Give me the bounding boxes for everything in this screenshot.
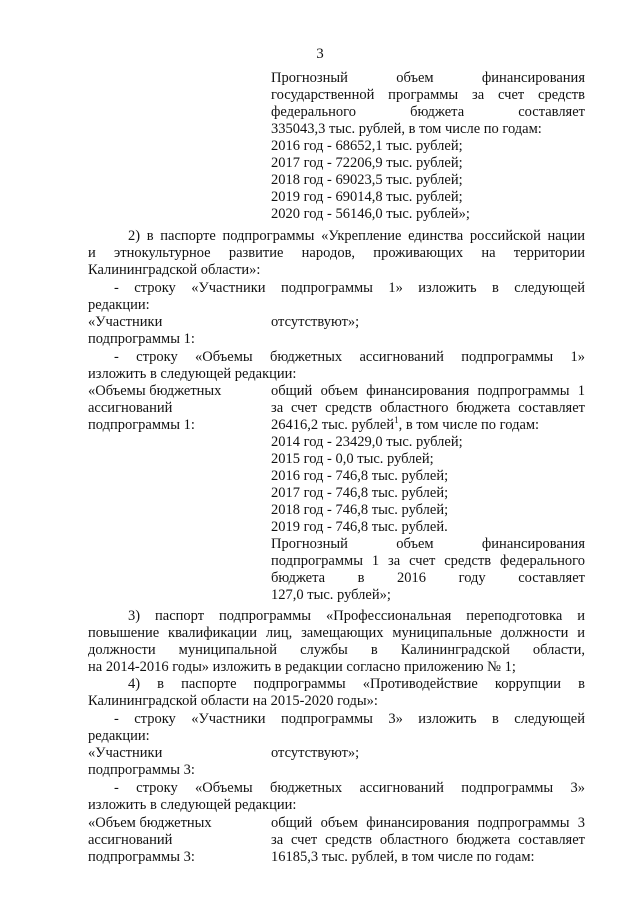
item2-volumes-label: подпрограммы 1:	[88, 417, 195, 433]
item4-volumes-label: «Объем бюджетных	[88, 815, 212, 831]
item2-year-line: 2018 год - 746,8 тыс. рублей;	[271, 502, 449, 518]
item2-year-line: 2016 год - 746,8 тыс. рублей;	[271, 468, 449, 484]
block1-year-line: 2017 год - 72206,9 тыс. рублей;	[271, 155, 463, 171]
item2-participants-label: подпрограммы 1:	[88, 331, 195, 347]
item4-volumes-value: за счет средств областного бюджета составляет	[271, 832, 585, 848]
block1-line: федерального бюджета составляет	[271, 104, 585, 120]
item4-paragraph-line: редакции:	[88, 728, 150, 744]
item4-volumes-label: ассигнований	[88, 832, 173, 848]
item2-federal-line: Прогнозный объем финансирования	[271, 536, 585, 552]
page-number: 3	[316, 46, 324, 62]
item2-volumes-value: общий объем финансирования подпрограммы 1	[271, 383, 585, 399]
item2-participants-label: «Участники	[88, 314, 163, 330]
item2-year-line: 2019 год - 746,8 тыс. рублей.	[271, 519, 448, 535]
item2-volumes-intro: - строку «Объемы бюджетных ассигнований подпрограммы 1»	[114, 349, 585, 365]
item2-year-line: 2015 год - 0,0 тыс. рублей;	[271, 451, 434, 467]
block1-line: 335043,3 тыс. рублей, в том числе по годам:	[271, 121, 542, 137]
item4-paragraph-line: Калининградской области на 2015-2020 годы»:	[88, 693, 378, 709]
block1-line: Прогнозный объем финансирования	[271, 70, 585, 86]
item2-federal-line: 127,0 тыс. рублей»;	[271, 587, 391, 603]
item4-participants-label: «Участники	[88, 745, 163, 761]
item4-participants-label: подпрограммы 3:	[88, 762, 195, 778]
block1-year-line: 2019 год - 69014,8 тыс. рублей;	[271, 189, 463, 205]
item4-volumes-intro: - строку «Объемы бюджетных ассигнований подпрограммы 3»	[114, 780, 585, 796]
item2-participants-value: отсутствуют»;	[271, 314, 360, 330]
item4-volumes-value: 16185,3 тыс. рублей, в том числе по годам:	[271, 849, 535, 865]
item2-total-suffix: , в том числе по годам:	[398, 417, 540, 433]
item2-paragraph-line: редакции:	[88, 297, 150, 313]
item2-paragraph-line: и этнокультурное развитие народов, проживающих на территории	[88, 245, 585, 261]
item4-volumes-label: подпрограммы 3:	[88, 849, 195, 865]
block1-year-line: 2016 год - 68652,1 тыс. рублей;	[271, 138, 463, 154]
item3-paragraph-line: повышение квалификации лиц, замещающих муниципальные должности и	[88, 625, 585, 641]
block1-line: государственной программы за счет средств	[271, 87, 585, 103]
item3-paragraph-line: на 2014-2016 годы» изложить в редакции согласно приложению № 1;	[88, 659, 516, 675]
item2-year-line: 2017 год - 746,8 тыс. рублей;	[271, 485, 449, 501]
item2-volumes-value: за счет средств областного бюджета составляет	[271, 400, 585, 416]
block1-year-line: 2018 год - 69023,5 тыс. рублей;	[271, 172, 463, 188]
item4-paragraph-line: 4) в паспорте подпрограммы «Противодействие коррупции в	[128, 676, 585, 692]
item3-paragraph-line: должности муниципальной службы в Калининградской области,	[88, 642, 585, 658]
item2-year-line: 2014 год - 23429,0 тыс. рублей;	[271, 434, 463, 450]
item2-paragraph-line: Калининградской области»:	[88, 262, 261, 278]
item2-federal-line: бюджета в 2016 году составляет	[271, 570, 585, 586]
item4-volumes-value: общий объем финансирования подпрограммы 3	[271, 815, 585, 831]
block1-year-line: 2020 год - 56146,0 тыс. рублей»;	[271, 206, 470, 222]
item2-volumes-value	[271, 417, 539, 434]
item2-volumes-intro: изложить в следующей редакции:	[88, 366, 297, 382]
item4-volumes-intro: изложить в следующей редакции:	[88, 797, 297, 813]
item4-paragraph-line: - строку «Участники подпрограммы 3» изложить в следующей	[114, 711, 585, 727]
item2-paragraph-line: - строку «Участники подпрограммы 1» изложить в следующей	[114, 280, 585, 296]
item2-total-amount: 26416,2 тыс. рублей	[271, 417, 395, 433]
item3-paragraph-line: 3) паспорт подпрограммы «Профессиональная переподготовка и	[128, 608, 585, 624]
item2-volumes-label: «Объемы бюджетных	[88, 383, 222, 399]
footnote-mark: 1	[394, 415, 399, 426]
item2-volumes-label: ассигнований	[88, 400, 173, 416]
item2-federal-line: подпрограммы 1 за счет средств федерального	[271, 553, 585, 569]
item4-participants-value: отсутствуют»;	[271, 745, 360, 761]
item2-paragraph-line: 2) в паспорте подпрограммы «Укрепление единства российской нации	[128, 228, 585, 244]
